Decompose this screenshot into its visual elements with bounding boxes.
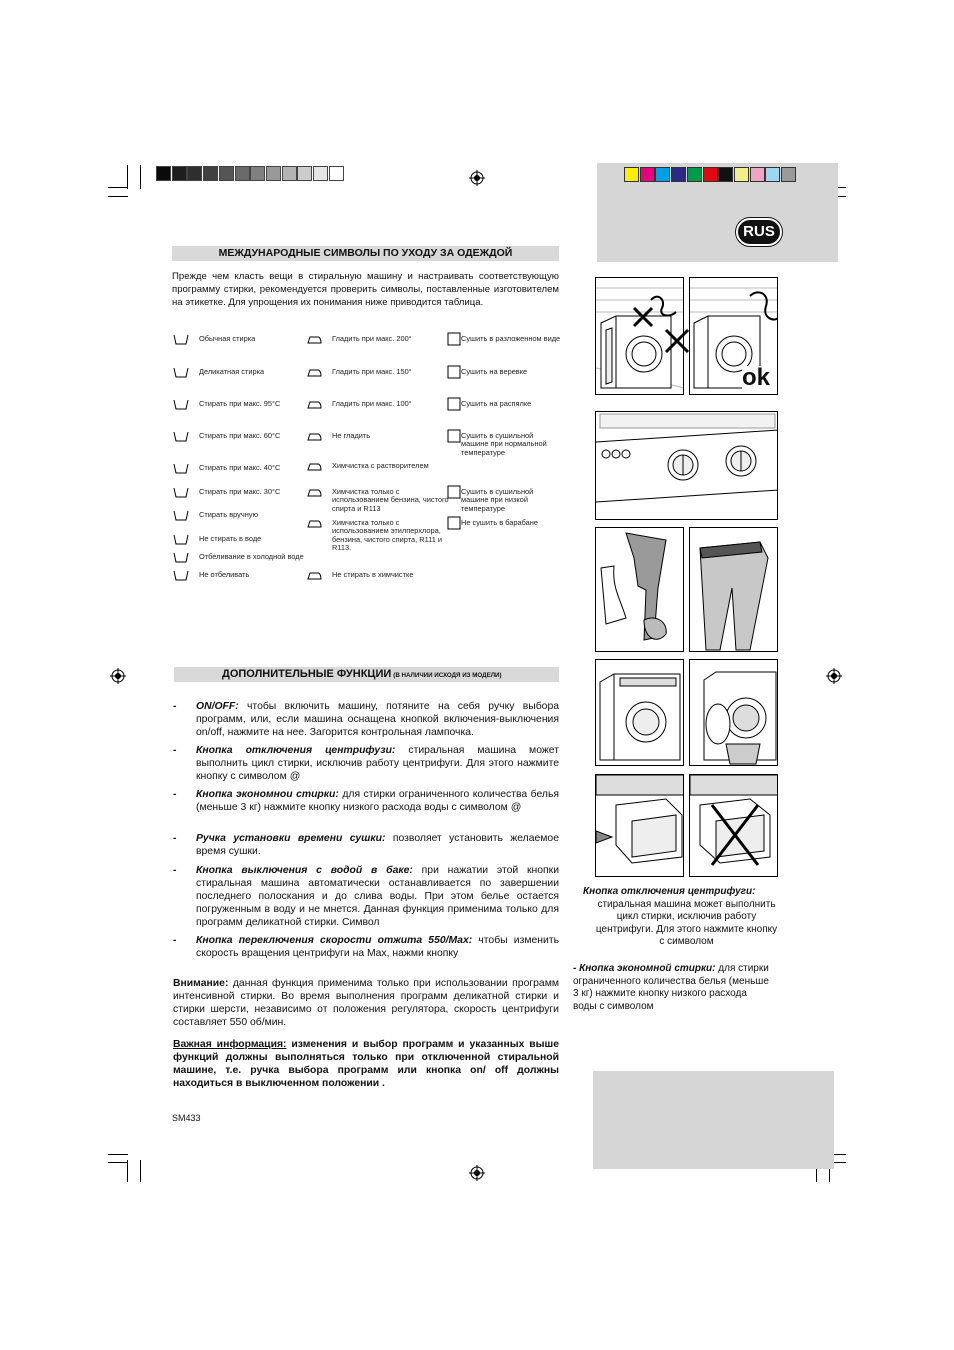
machine-open-illustration	[689, 659, 778, 766]
symbol-label: Сушить на распялке	[461, 399, 532, 408]
dry-clean-a-icon	[306, 459, 322, 473]
dry-flat-icon	[446, 332, 462, 346]
trousers-icon	[690, 528, 778, 652]
gray-swatch	[297, 166, 312, 181]
tub-40-icon	[173, 461, 189, 475]
gray-swatch	[313, 166, 328, 181]
crop-mark	[140, 1160, 141, 1182]
control-panel-icon	[596, 412, 778, 520]
color-swatch	[750, 167, 765, 182]
machine-front-illustration	[595, 659, 684, 766]
ok-label: ok	[742, 364, 771, 391]
symbol-label: Химчистка только с использованием этилперхлора, бензина, чистого спирта, R111 и R113.	[332, 518, 442, 553]
bleach-icon	[173, 550, 189, 564]
symbols-section-title: МЕЖДУНАРОДНЫЕ СИМВОЛЫ ПО УХОДУ ЗА ОДЕЖДОЙ	[172, 246, 559, 261]
symbol-label: Не стирать в воде	[199, 534, 262, 543]
registration-mark-icon	[469, 170, 485, 186]
spin-caption: Кнопка отключения центрифуги: стиральная машина может выполнить цикл стирки, исключив работу центрифуги. Для этого нажмите кнопку с символом	[583, 886, 778, 948]
registration-mark-icon	[110, 668, 126, 684]
symbol-label: Сушить в сушильной машине при нормальной температуре	[461, 431, 547, 457]
tub-icon	[173, 332, 189, 346]
lang-badge	[736, 218, 782, 246]
function-item-eco: - Кнопка экономнои стирки: для стирки ограниченного количества белья (меньше 3 кг) нажмите кнопку низкого расхода воды с символом @	[173, 789, 560, 813]
gray-swatch	[203, 166, 218, 181]
color-swatch	[640, 167, 655, 182]
registration-mark-icon	[826, 668, 842, 684]
color-swatch	[781, 167, 796, 182]
crop-mark	[127, 165, 128, 189]
control-panel-illustration	[595, 411, 778, 520]
symbol-label: Не стирать в химчистке	[332, 570, 414, 579]
gray-swatch	[172, 166, 187, 181]
clothes-icon	[596, 528, 684, 652]
symbol-label: Стирать при макс. 95°С	[199, 399, 281, 408]
function-item-dry-time: - Ручка установки времени сушки: позволяет установить желаемое время сушки.	[173, 833, 559, 857]
eco-symbol-icon: @	[510, 801, 522, 813]
gray-swatch	[156, 166, 171, 181]
symbol-label: Сушить в сушильной машине при низкой температуре	[461, 487, 534, 513]
iron-100-icon	[306, 397, 322, 411]
warning-note: Внимание: данная функция применима только при использовании программ интенсивной стирки. Во время выполнения программ деликатной стирки и стирки шерсти, независимо от положения регулятора, скорость центрифуги составляет 550 об/мин.	[173, 978, 559, 1028]
gray-swatch	[235, 166, 250, 181]
symbol-label: Сушить на веревке	[461, 367, 528, 376]
eco-caption: - Кнопка экономной стирки: для стирки ограниченного количества белья (меньше 3 кг) нажмите кнопку низкого расхода воды с символом	[573, 963, 769, 1012]
iron-200-icon	[306, 332, 322, 346]
tub-gentle-icon	[173, 365, 189, 379]
machine-ok-illustration	[689, 277, 778, 395]
symbol-label: Гладить при макс. 100°	[332, 399, 412, 408]
no-bleach-icon	[173, 568, 189, 582]
crop-mark	[108, 1162, 128, 1163]
important-note: Важная информация: изменения и выбор программ и указанных выше функций должны выполняться только при отключенной стиральной машине, т.е. ручка выбора программ или кнопка on/ off должны находиться в выключенном положении .	[173, 1039, 559, 1089]
color-swatch	[624, 167, 639, 182]
function-item-rinse-hold: - Кнопка выключения с водой в баке: при нажатии этой кнопки стиральная машина автоматически останавливается по завершении последнего полоскания и до слива воды. При этом белье остается погруженным в воду и не мнется. Данная функция применима только для программ деликатной стирки. Символ	[173, 865, 560, 928]
gray-swatch	[282, 166, 297, 181]
crop-mark	[108, 196, 128, 197]
symbol-label: Стирать вручную	[199, 510, 259, 519]
cross-icon	[664, 328, 690, 354]
no-iron-icon	[306, 429, 322, 443]
symbol-label: Химчистка только с использованием бензина, чистого спирта и R113	[332, 487, 449, 513]
dry-clean-f-icon	[306, 485, 322, 499]
dry-clean-p-icon	[306, 516, 322, 530]
gray-swatch	[219, 166, 234, 181]
function-item-spin-speed: - Кнопка переключения скорости отжита 550/Max: чтобы изменить скорость вращения центрифуги на Max, нажми кнопку	[173, 935, 559, 959]
iron-150-icon	[306, 365, 322, 379]
symbol-label: Химчистка с растворителем	[332, 461, 429, 470]
gray-swatch	[187, 166, 202, 181]
gray-swatch	[250, 166, 265, 181]
color-swatch	[718, 167, 733, 182]
symbols-intro: Прежде чем класть вещи в стиральную машину и настраивать соответствующую программу стирки, рекомендуется проверить символы, поставленные изготовителем на этикетке. Для упрощения их понимания ниже приводится таблица.	[172, 271, 559, 308]
hand-wash-icon	[173, 508, 189, 522]
symbol-label: Не сушить в барабане	[461, 518, 538, 527]
clothes-inside-out-illustration	[595, 527, 684, 652]
symbol-label: Не гладить	[332, 431, 371, 440]
no-wash-icon	[173, 532, 189, 546]
footer-panel	[593, 1071, 834, 1169]
lang-badge-text: RUS	[743, 223, 775, 240]
symbol-label: Отбеливание в холодной воде	[199, 552, 304, 561]
symbol-label: Деликатная стирка	[199, 367, 265, 376]
tub-95-icon	[173, 397, 189, 411]
crop-mark	[140, 165, 141, 189]
washing-machine-icon	[596, 660, 684, 766]
color-swatch	[687, 167, 702, 182]
crop-mark	[127, 1160, 128, 1182]
functions-section-title: ДОПОЛНИТЕЛЬНЫЕ ФУНКЦИИ (В НАЛИЧИИ ИСХОДЯ ИЗ МОДЕЛИ)	[174, 667, 559, 682]
symbol-label: Стирать при макс. 40°С	[199, 463, 281, 472]
gray-swatch	[266, 166, 281, 181]
drip-dry-icon	[446, 397, 462, 411]
symbol-label: Сушить в разложенном виде	[461, 334, 561, 343]
line-dry-icon	[446, 365, 462, 379]
gray-swatch	[329, 166, 344, 181]
symbol-label: Обычная стирка	[199, 334, 256, 343]
symbol-label: Стирать при макс. 30°С	[199, 487, 281, 496]
tumble-low-icon	[446, 485, 462, 499]
trousers-illustration	[689, 527, 778, 652]
function-item-onoff: - ON/OFF: чтобы включить машину, потяните на себя ручку выбора программ, или, если машина оснащена кнопкой включения-выключения on/off, нажмите на нее. Загорится контрольная лампочка.	[173, 701, 559, 738]
function-item-spin-off: - Кнопка отключения центрифузи: стиральная машина может выполнить цикл стирки, исключив работу центрифуги. Для этого нажмите кнопку с символом @	[173, 745, 559, 782]
no-tumble-icon	[446, 516, 462, 530]
symbol-label: Гладить при макс. 200°	[332, 334, 412, 343]
drawer-wrong-illustration	[689, 774, 778, 877]
tumble-normal-icon	[446, 429, 462, 443]
color-swatch	[655, 167, 670, 182]
color-swatch	[734, 167, 749, 182]
color-swatch	[703, 167, 718, 182]
color-swatch	[765, 167, 780, 182]
detergent-drawer-icon	[690, 775, 778, 877]
no-dry-clean-icon	[306, 568, 322, 582]
symbol-label: Стирать при макс. 60°С	[199, 431, 281, 440]
tub-30-icon	[173, 485, 189, 499]
color-swatch	[671, 167, 686, 182]
detergent-drawer-icon	[596, 775, 684, 877]
washing-machine-open-icon	[690, 660, 778, 766]
crop-mark	[108, 187, 128, 188]
spin-off-symbol-icon: @	[289, 770, 301, 782]
registration-mark-icon	[469, 1165, 485, 1181]
drawer-open-illustration	[595, 774, 684, 877]
model-code: SM433	[172, 1113, 201, 1123]
tub-60-icon	[173, 429, 189, 443]
symbol-label: Не отбеливать	[199, 570, 250, 579]
symbol-label: Гладить при макс. 150°	[332, 367, 412, 376]
crop-mark	[108, 1154, 128, 1155]
